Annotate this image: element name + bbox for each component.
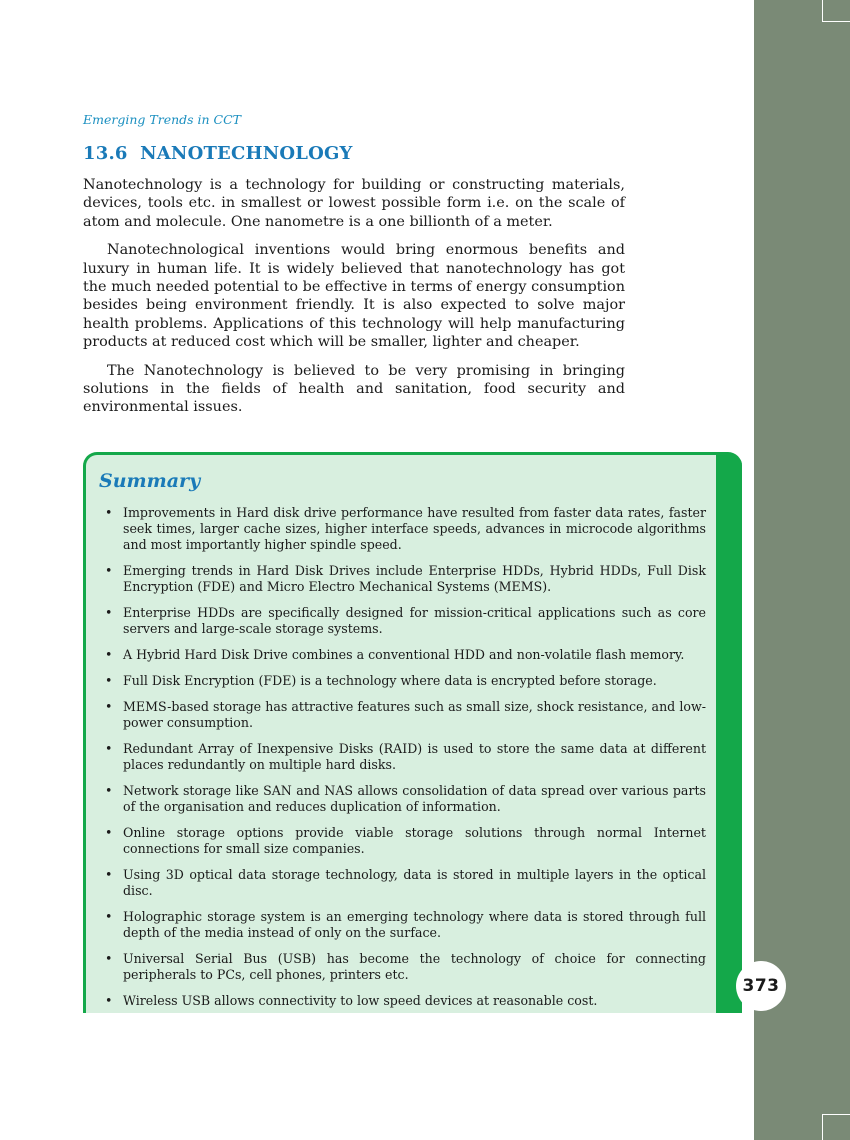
summary-item-text: Wireless USB allows connectivity to low speed devices at reasonable cost. — [123, 993, 598, 1008]
paragraph: Nanotechnology is a technology for building or constructing materials, devices, tools etc. in smallest or lowest possible form i.e. on the scale of atom and molecule. One nanometre is a one billionth of a meter. — [83, 177, 625, 230]
summary-item — [105, 909, 706, 941]
crop-mark-bottom — [822, 1114, 850, 1140]
summary-item-text: Holographic storage system is an emerging technology where data is stored through full depth of the media instead of only on the surface. — [123, 909, 706, 940]
bullet-icon: • — [105, 505, 113, 520]
body-text — [83, 176, 625, 427]
summary-accent-bar — [716, 455, 742, 1013]
summary-item — [105, 699, 706, 731]
summary-item — [105, 647, 706, 663]
paragraph: The Nanotechnology is believed to be very promising in bringing solutions in the fields of health and sanitation, food security and environmental issues. — [83, 362, 625, 416]
bullet-icon: • — [105, 673, 113, 688]
summary-list — [105, 505, 706, 1019]
bullet-icon: • — [105, 699, 113, 714]
bullet-icon: • — [105, 563, 113, 578]
section-number: 13.6 — [83, 143, 128, 164]
bullet-icon: • — [105, 867, 113, 882]
bullet-icon: • — [105, 647, 113, 662]
summary-item-text: A Hybrid Hard Disk Drive combines a conventional HDD and non-volatile flash memory. — [123, 647, 685, 662]
summary-item-text: Enterprise HDDs are specifically designed for mission-critical applications such as core servers and large-scale storage systems. — [123, 605, 706, 636]
summary-item-text: Using 3D optical data storage technology, data is stored in multiple layers in the optical disc. — [123, 867, 706, 898]
summary-item-text: Redundant Array of Inexpensive Disks (RAID) is used to store the same data at different places redundantly on multiple hard disks. — [123, 741, 706, 772]
running-head: Emerging Trends in CCT — [83, 112, 242, 127]
page-number: 373 — [736, 961, 786, 1011]
section-title: NANOTECHNOLOGY — [140, 143, 353, 164]
summary-item-text: Online storage options provide viable storage solutions through normal Internet connections for small size companies. — [123, 825, 706, 856]
summary-item — [105, 783, 706, 815]
summary-item-text: Universal Serial Bus (USB) has become the technology of choice for connecting peripherals to PCs, cell phones, printers etc. — [123, 951, 706, 982]
summary-item-text: MEMS-based storage has attractive features such as small size, shock resistance, and low-power consumption. — [123, 699, 706, 730]
summary-item-text: Network storage like SAN and NAS allows consolidation of data spread over various parts of the organisation and reduces duplication of information. — [123, 783, 706, 814]
summary-item-text: Improvements in Hard disk drive performance have resulted from faster data rates, faster seek times, larger cache sizes, higher interface speeds, advances in microcode algorithms and most importantly higher spindle speed. — [123, 505, 706, 552]
summary-item — [105, 825, 706, 857]
summary-item — [105, 673, 706, 689]
summary-item — [105, 563, 706, 595]
bullet-icon: • — [105, 825, 113, 840]
bullet-icon: • — [105, 993, 113, 1008]
summary-item — [105, 867, 706, 899]
summary-item-text: Full Disk Encryption (FDE) is a technology where data is encrypted before storage. — [123, 673, 657, 688]
summary-item-text: Emerging trends in Hard Disk Drives include Enterprise HDDs, Hybrid HDDs, Full Disk Encryption (FDE) and Micro Electro Mechanical Systems (MEMS). — [123, 563, 706, 594]
bullet-icon: • — [105, 741, 113, 756]
summary-item — [105, 993, 706, 1009]
summary-title: Summary — [99, 470, 201, 492]
crop-mark-top — [822, 0, 850, 22]
bullet-icon: • — [105, 951, 113, 966]
summary-item — [105, 605, 706, 637]
bullet-icon: • — [105, 783, 113, 798]
summary-item — [105, 741, 706, 773]
summary-item — [105, 951, 706, 983]
section-heading — [83, 143, 353, 164]
summary-item — [105, 505, 706, 553]
bullet-icon: • — [105, 909, 113, 924]
paragraph: Nanotechnological inventions would bring enormous benefits and luxury in human life. It is widely believed that nanotechnology has got the much needed potential to be effective in terms of energy consumption besides being environment friendly. It is also expected to solve major health problems. Applications of this technology will help manufacturing products at reduced cost which will be smaller, lighter and cheaper. — [83, 242, 625, 351]
bullet-icon: • — [105, 605, 113, 620]
